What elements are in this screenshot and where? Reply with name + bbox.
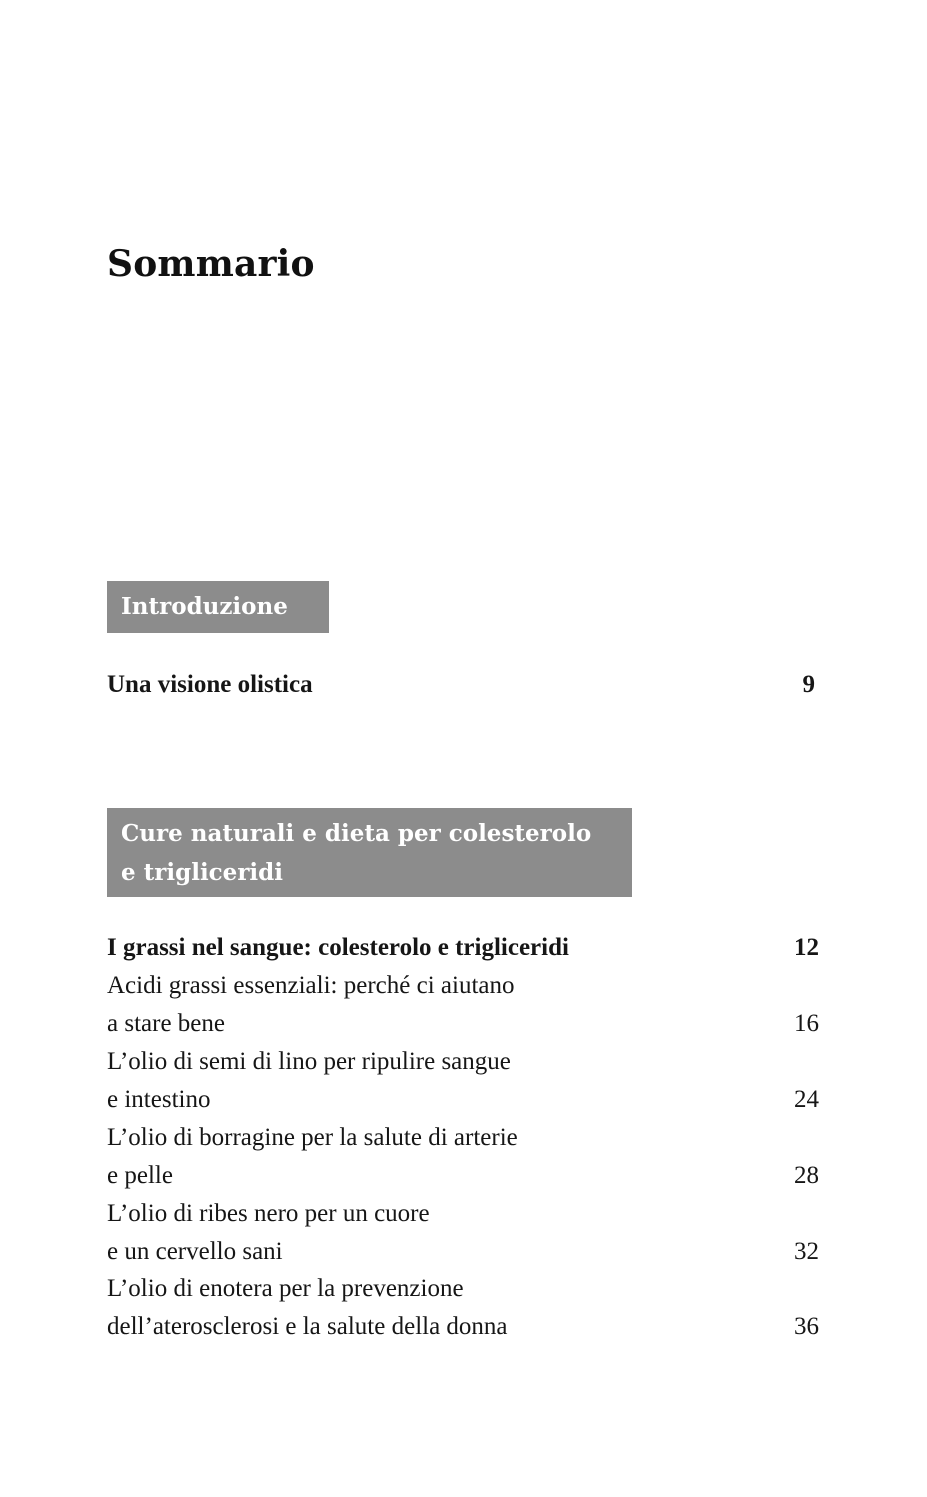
toc-entry-title: Una visione olistica bbox=[107, 671, 313, 698]
toc-entry[interactable] bbox=[107, 666, 815, 704]
toc-entry-title: L’olio di semi di lino per ripulire sangue bbox=[107, 1048, 511, 1075]
toc-entry-page-number: 24 bbox=[794, 1086, 819, 1113]
toc-entry[interactable] bbox=[107, 1270, 819, 1346]
page-title: Sommario bbox=[107, 243, 315, 285]
section-header-line: Introduzione bbox=[121, 593, 288, 620]
toc-entry-title: L’olio di borragine per la salute di arterie bbox=[107, 1124, 518, 1151]
toc-entry[interactable] bbox=[107, 929, 819, 967]
toc-entry-title: e pelle bbox=[107, 1162, 173, 1189]
toc-entry-page-number: 36 bbox=[794, 1313, 819, 1340]
toc-entry[interactable] bbox=[107, 1043, 819, 1119]
toc-entry-title: a stare bene bbox=[107, 1010, 225, 1037]
toc-entry[interactable] bbox=[107, 1119, 819, 1195]
toc-entry-page-number: 12 bbox=[794, 934, 819, 961]
toc-entry-title: e un cervello sani bbox=[107, 1238, 283, 1265]
toc-entry[interactable] bbox=[107, 967, 819, 1043]
toc-entry[interactable] bbox=[107, 1195, 819, 1271]
section-header-introduzione bbox=[107, 581, 329, 633]
toc-entry-title: L’olio di ribes nero per un cuore bbox=[107, 1200, 430, 1227]
section-header-line: e trigliceridi bbox=[121, 859, 283, 886]
toc-entry-page-number: 28 bbox=[794, 1162, 819, 1189]
section-header-cure-naturali bbox=[107, 808, 632, 897]
toc-entry-page-number: 9 bbox=[802, 671, 815, 698]
section-header-line: Cure naturali e dieta per colesterolo bbox=[121, 820, 592, 847]
toc-entry-page-number: 32 bbox=[794, 1238, 819, 1265]
toc-entry-title: dell’aterosclerosi e la salute della donna bbox=[107, 1313, 508, 1340]
toc-entry-title: L’olio di enotera per la prevenzione bbox=[107, 1275, 464, 1302]
toc-entry-title: Acidi grassi essenziali: perché ci aiutano bbox=[107, 972, 515, 999]
toc-entry-title: I grassi nel sangue: colesterolo e trigliceridi bbox=[107, 934, 569, 961]
toc-entry-page-number: 16 bbox=[794, 1010, 819, 1037]
toc-entry-title: e intestino bbox=[107, 1086, 211, 1113]
